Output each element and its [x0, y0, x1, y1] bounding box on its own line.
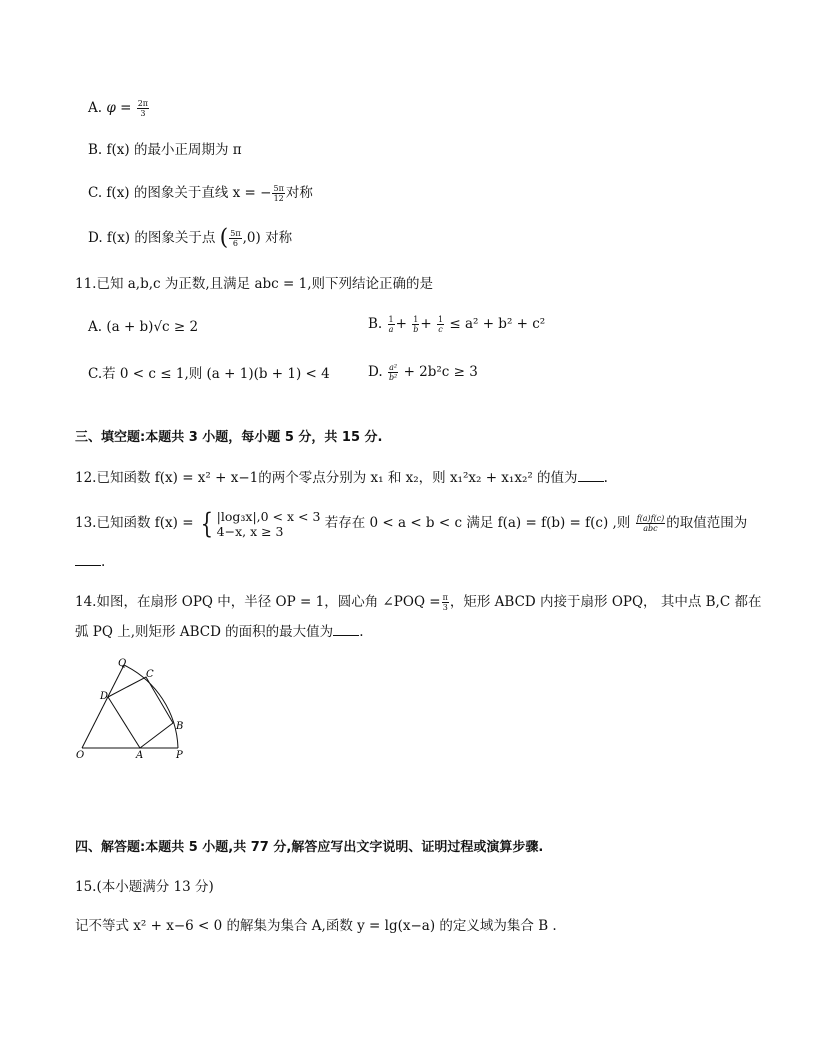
- q11-option-a: A. (a + b)√c ≥ 2: [88, 319, 199, 335]
- q14-line-2: 弧 PQ 上,则矩形 ABCD 的面积的最大值为 .: [75, 624, 364, 640]
- answer-blank: [75, 553, 101, 566]
- sector-rectangle-figure: [72, 655, 202, 765]
- section-3-heading: 三、填空题:本题共 3 小题，每小题 5 分，共 15 分.: [75, 430, 383, 445]
- label-O: O: [76, 750, 85, 761]
- label-P: P: [176, 750, 183, 761]
- q15-stem: 记不等式 x² + x−6 < 0 的解集为集合 A,函数 y = lg(x−a) 的定义域为集合 B .: [75, 918, 557, 934]
- q13: 13.已知函数 f(x) = { |log₃x|,0 < x < 3 4−x, x ≥ 3 若存在 0 < a < b < c 满足 f(a) = f(b) = f(c) ,则 $\frac{f(a)f(c)}{\text{abc}}$ 的取值范围为: [75, 506, 748, 540]
- label-C: C: [146, 669, 154, 680]
- answer-blank: [333, 623, 359, 636]
- q14-line-1: 14.如图，在扇形 OPQ 中，半径 OP = 1，圆心角 ∠POQ = $\frac{\pi}{3}$ ，矩形 ABCD 内接于扇形 OPQ， 其中点 B,C 都在: [75, 593, 762, 612]
- q10-option-d: D. f(x) 的图象关于点 ( $\frac{5\pi}{6}$ ,0) 对称: [88, 225, 293, 251]
- section-4-heading: 四、解答题:本题共 5 小题,共 77 分,解答应写出文字说明、证明过程或演算步骤.: [75, 840, 544, 855]
- fraction: $\frac{2\pi}{3}$: [137, 99, 149, 118]
- q15-title: 15.(本小题满分 13 分): [75, 879, 214, 895]
- q13-continuation: .: [75, 552, 105, 572]
- q10-option-b: B. f(x) 的最小正周期为 π: [88, 142, 242, 158]
- fraction: $\frac{5\pi}{12}$: [273, 184, 284, 203]
- label-Q: Q: [118, 658, 127, 669]
- q11-stem: 11.已知 a,b,c 为正数,且满足 abc = 1,则下列结论正确的是: [75, 276, 433, 292]
- q10-option-a: A. φ = $\frac{2\pi}{3}$: [88, 99, 149, 118]
- q12: 12.已知函数 f(x) = x² + x−1的两个零点分别为 x₁ 和 x₂，则 x₁²x₂ + x₁x₂² 的值为 .: [75, 470, 608, 486]
- case-brace: {: [200, 506, 213, 540]
- answer-blank: [578, 469, 604, 482]
- q11-option-d: D. $\frac{\text{a²}}{\text{b²}}$ + 2b²c ≥ 3: [368, 363, 478, 382]
- label-B: B: [176, 721, 184, 732]
- label-A: A: [136, 750, 144, 761]
- rectangle-ABCD: [108, 677, 173, 748]
- q11-option-c: C.若 0 < c ≤ 1,则 (a + 1)(b + 1) < 4: [88, 366, 330, 382]
- fraction: $\frac{5\pi}{6}$: [230, 229, 241, 248]
- q10-option-c: C. f(x) 的图象关于直线 x = − $\frac{5\pi}{12}$ 对称: [88, 184, 313, 203]
- q11-option-b: B. $\frac{1}{a}$ + $\frac{1}{b}$ + $\frac{1}{c}$ ≤ a² + b² + c²: [368, 315, 546, 334]
- piecewise-cases: |log₃x|,0 < x < 3 4−x, x ≥ 3: [216, 508, 321, 539]
- label-D: D: [100, 691, 109, 702]
- radius-OQ: [82, 665, 124, 748]
